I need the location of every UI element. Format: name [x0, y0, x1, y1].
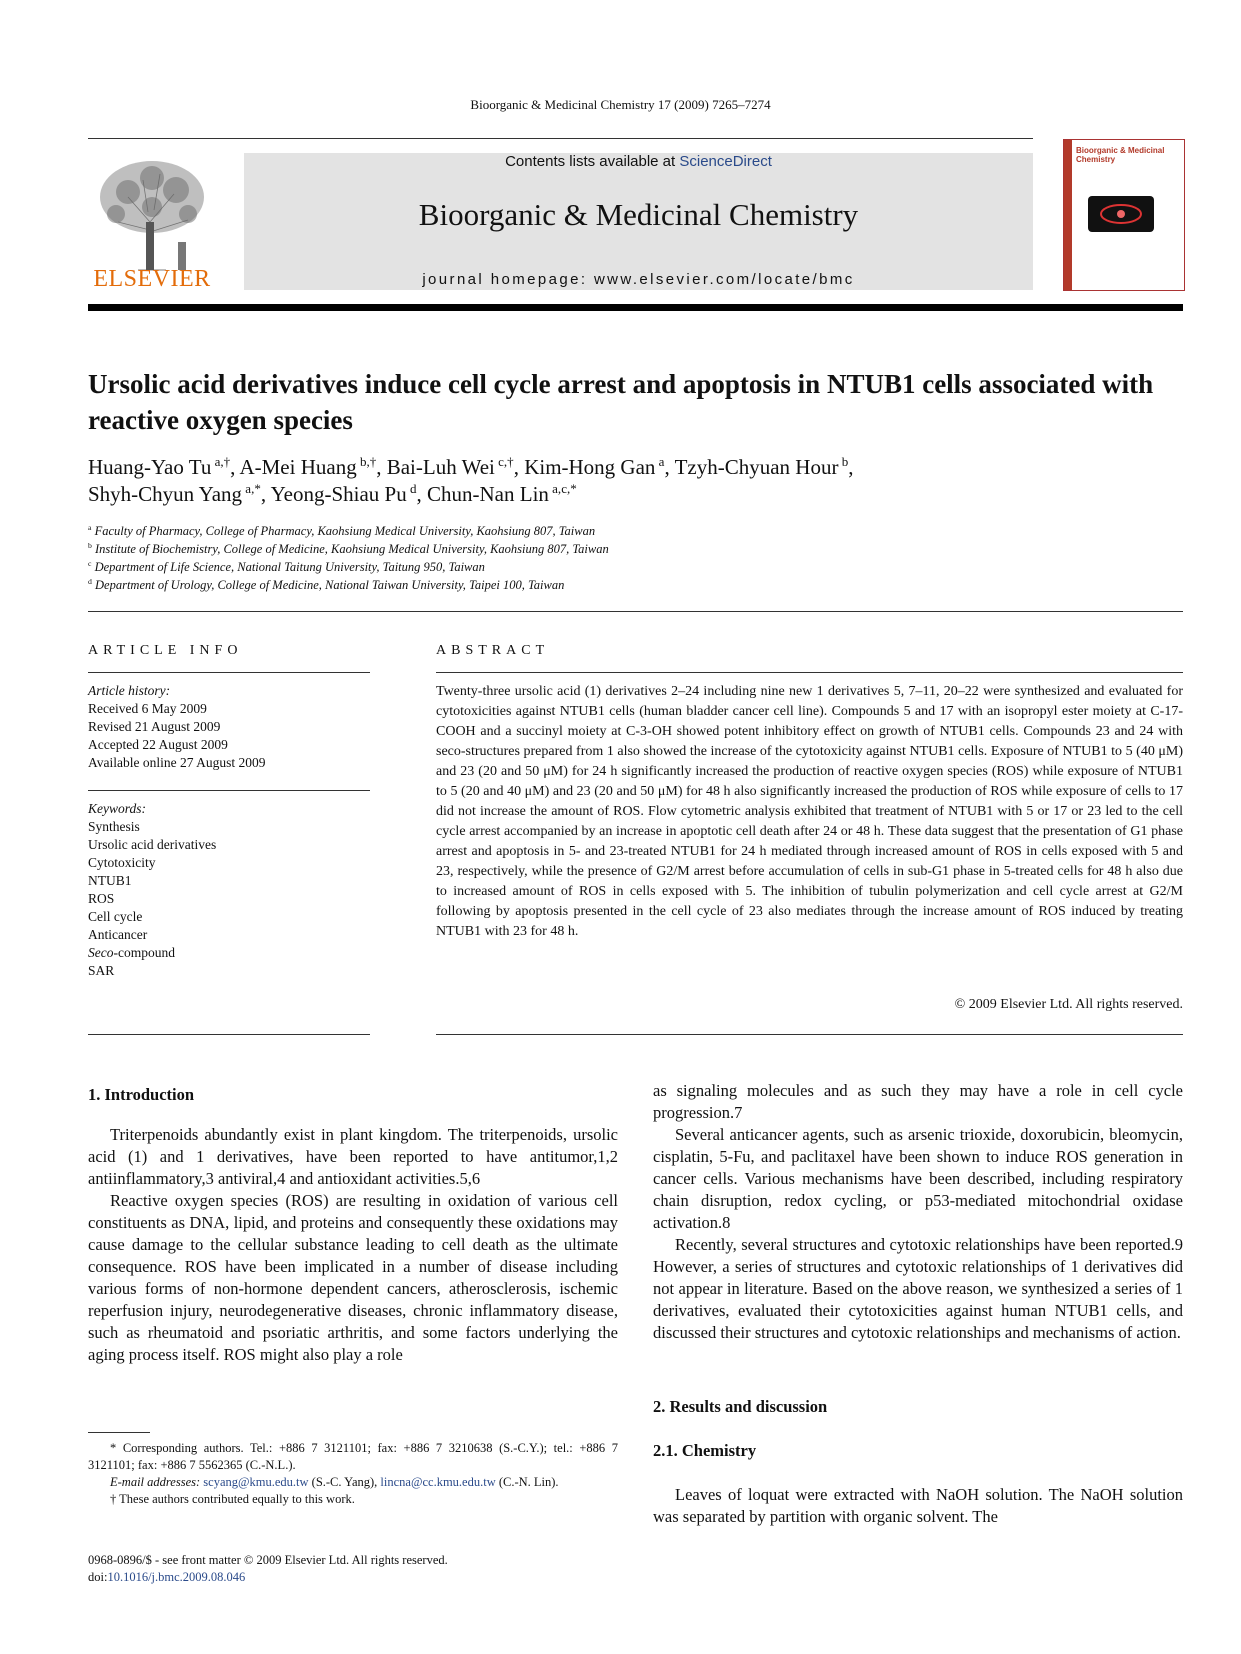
abstract-bottom-rule [436, 1034, 1183, 1035]
affiliation-item [88, 558, 1183, 576]
cover-spine [1064, 140, 1072, 290]
keyword-item: Anticancer [88, 927, 148, 942]
author-line-2: Shyh-Chyun Yang $^{a,*}$, Yeong-Shiau Pu $^d$, Chun-Nan Lin $^{a,c,*}$ [88, 481, 577, 506]
doi-prefix: doi: [88, 1570, 108, 1584]
affiliation-text: Institute of Biochemistry, College of Medicine, Kaohsiung Medical University, Kaohsiung 807, Taiwan [91, 542, 609, 556]
chemistry-text [653, 1484, 1183, 1528]
author-affiliation-marker: d [406, 481, 417, 496]
affiliation-text: Faculty of Pharmacy, College of Pharmacy, Kaohsiung Medical University, Kaohsiung 807, Taiwan [91, 524, 596, 538]
front-matter-line: 0968-0896/$ - see front matter © 2009 Elsevier Ltd. All rights reserved. [88, 1553, 448, 1567]
keyword-item: Cell cycle [88, 909, 143, 924]
author-affiliation-marker: a,† [211, 454, 231, 469]
author-name: Kim-Hong Gan [524, 455, 656, 479]
email-owner-1: (S.-C. Yang), [308, 1475, 381, 1489]
article-info-rule [88, 672, 370, 673]
abstract-heading: ABSTRACT [436, 643, 550, 658]
elsevier-wordmark: ELSEVIER [93, 266, 211, 292]
affiliation-key: c [88, 558, 92, 568]
keyword-item: SAR [88, 963, 115, 978]
col2-paragraph-0: as signaling molecules and as such they may have a role in cell cycle progression.7 [653, 1081, 1183, 1122]
corresponding-footnote: * Corresponding authors. Tel.: +886 7 3121101; fax: +886 7 3210638 (S.-C.Y.); tel.: +886 7 3121101; fax: +886 7 5562365 (C.-N.L.). [88, 1441, 618, 1472]
author-name: Tzyh-Chyuan Hour [674, 455, 839, 479]
history-item: Received 6 May 2009 [88, 701, 207, 716]
article-title: Ursolic acid derivatives induce cell cycle arrest and apoptosis in NTUB1 cells associated with reactive oxygen species [88, 369, 1154, 435]
author-affiliation-marker: b [838, 454, 849, 469]
intro-paragraph-2: Reactive oxygen species (ROS) are resulting in oxidation of various cell constituents as DNA, lipid, and proteins and consequently these oxidations may cause damage to the cellular substance leading to cell death as the ultimate consequence. ROS have been implicated in a number of disease including various forms of non-hormone dependent cancers, atherosclerosis, ischemic reperfusion injury, neurodegenerative diseases, chronic inflammatory disease, such as rheumatoid and psoriatic arthritis, and some factors underlying the aging process itself. ROS might also play a role [88, 1191, 618, 1364]
keyword-item: Synthesis [88, 819, 140, 834]
equal-contribution-footnote: † These authors contributed equally to this work. [110, 1492, 355, 1506]
masthead-bottom-bar [88, 304, 1183, 311]
intro-text [88, 1124, 618, 1366]
molecule-icon [1088, 196, 1154, 232]
contents-line [244, 153, 1033, 170]
affiliation-item [88, 540, 1183, 558]
journal-homepage[interactable]: journal homepage: www.elsevier.com/locate/bmc [422, 271, 855, 288]
affiliation-text: Department of Urology, College of Medicine, National Taiwan University, Taipei 100, Taiwan [91, 578, 565, 592]
keyword-item: NTUB1 [88, 873, 132, 888]
history-list [88, 700, 370, 772]
author-name: A-Mei Huang [239, 455, 357, 479]
affiliation-key: b [88, 540, 92, 550]
col2-paragraph-1: Several anticancer agents, such as arsenic trioxide, doxorubicin, bleomycin, cisplatin, 5-Fu, and paclitaxel have been shown to induce ROS generation in cancer cells. Various mechanisms have been described, including respiratory chain disruption, redox cycling, or p53-mediated mitochondrial oxidase activation.8 [653, 1125, 1183, 1232]
author-affiliation-marker: c,† [494, 454, 514, 469]
keywords-rule [88, 790, 370, 791]
author-name: Shyh-Chyun Yang [88, 482, 243, 506]
article-info [88, 682, 370, 772]
author-affiliation-marker: a,c,* [548, 481, 577, 496]
front-matter [88, 1552, 618, 1586]
chemistry-paragraph: Leaves of loquat were extracted with NaOH solution. The NaOH solution was separated by partition with organic solvent. The [653, 1485, 1183, 1526]
author-list [88, 454, 1183, 508]
column-2-text [653, 1080, 1183, 1344]
history-item: Accepted 22 August 2009 [88, 737, 228, 752]
cover-image [1088, 196, 1154, 232]
col2-paragraph-2: Recently, several structures and cytotoxic relationships have been reported.9 However, a series of structures and cytotoxic relationships of 1 derivatives did not appear in literature. Based on the above reason, we synthesized a series of 1 derivatives, evaluated their cytotoxicities against human NTUB1 cells, and discussed their structures and cytotoxic relationships and mechanisms of action. [653, 1235, 1183, 1342]
cover-title: Bioorganic & Medicinal Chemistry [1076, 146, 1165, 164]
keywords-list [88, 818, 370, 980]
keyword-item: ROS [88, 891, 115, 906]
keyword-item: Seco-compound [88, 945, 175, 960]
footnote-rule [88, 1432, 150, 1433]
author-affiliation-marker: a,* [242, 481, 261, 496]
affiliation-rule [88, 611, 1183, 612]
affiliation-text: Department of Life Science, National Taitung University, Taitung 950, Taiwan [91, 560, 485, 574]
running-header: Bioorganic & Medicinal Chemistry 17 (2009) 7265–7274 [470, 97, 771, 112]
author-name: Yeong-Shiau Pu [270, 482, 407, 506]
keyword-item: Cytotoxicity [88, 855, 156, 870]
keywords-label: Keywords: [88, 801, 146, 816]
affiliation-key: a [88, 522, 92, 532]
article-info-heading: ARTICLE INFO [88, 643, 243, 658]
abstract-copyright: © 2009 Elsevier Ltd. All rights reserved. [954, 997, 1183, 1012]
abstract-text: Twenty-three ursolic acid (1) derivatives 2–24 including nine new 1 derivatives 5, 7–11, 20–22 were synthesized and evaluated for cytotoxicities against NTUB1 cells (human bladder cancer cell line). Compounds 5 and 17 with an isopropyl ester moiety at C-17-COOH and a succinyl moiety at C-3-OH showed potent inhibitory effect on growth of NTUB1 cells. Compounds 23 and 24 with seco-structures prepared from 1 also showed the increase of the cytotoxicity against NTUB1 cells. Exposure of NTUB1 to 5 (40 μM) and 23 (20 and 50 μM) for 24 h significantly increased the production of reactive oxygen species (ROS) while exposure of NTUB1 to 5 (20 and 40 μM) and 23 (20 and 50 μM) for 48 h also significantly increased the production of ROS while exposure of cells to 17 did not increase the amount of ROS. Flow cytometric analysis exhibited that treatment of NTUB1 with 5 or 17 or 23 led to the cell cycle arrest accompanied by an increase in apoptotic cell death after 24 or 48 h. These data suggest that the presentation of G1 phase arrest and apoptosis in 5- and 23-treated NTUB1 for 24 h mediated through increased amount of ROS in cells exposed with 5 and 23, respectively, while the presence of G2/M arrest before accumulation of cells in sub-G1 phase in 5-treated cells for 48 h also due to increased amount of ROS in cells exposed with 5. The inhibition of tubulin polymerization and cell cycle arrest at G2/M following by apoptosis presented in the cell cycle of 23 also mediates through the increase amount of ROS induced by treating NTUB1 with 23 for 48 h. [436, 684, 1183, 939]
header-rule [88, 138, 1033, 139]
keyword-item: Ursolic acid derivatives [88, 837, 217, 852]
email-owner-2: (C.-N. Lin). [495, 1475, 559, 1489]
author-line-1: Huang-Yao Tu $^{a,\dagger}$, A-Mei Huang $^{b,\dagger}$, Bai-Luh Wei $^{c,\dagger}$, Kim-Hong Gan $^a$, Tzyh-Chyuan Hour $^b$, [88, 454, 854, 479]
doi-line [88, 1569, 618, 1586]
history-item: Revised 21 August 2009 [88, 719, 221, 734]
abstract-rule [436, 672, 1183, 673]
author-affiliation-marker: a [655, 454, 665, 469]
affiliations [88, 522, 1183, 594]
email-link-2[interactable]: lincna@cc.kmu.edu.tw [380, 1475, 496, 1489]
author-name: Huang-Yao Tu [88, 455, 212, 479]
chemistry-heading: 2.1. Chemistry [653, 1441, 757, 1460]
email-link-1[interactable]: scyang@kmu.edu.tw [203, 1475, 309, 1489]
email-footnote [88, 1474, 618, 1491]
journal-cover [1063, 139, 1185, 291]
keywords-block [88, 800, 370, 980]
footnotes [88, 1440, 618, 1508]
sciencedirect-link[interactable]: ScienceDirect [679, 153, 772, 170]
results-heading: 2. Results and discussion [653, 1397, 828, 1416]
contents-prefix: Contents lists available at [505, 153, 680, 170]
history-item: Available online 27 August 2009 [88, 755, 266, 770]
affiliation-item [88, 522, 1183, 540]
author-name: Chun-Nan Lin [427, 482, 549, 506]
affiliation-key: d [88, 576, 92, 586]
info-bottom-rule [88, 1034, 370, 1035]
journal-title: Bioorganic & Medicinal Chemistry [418, 197, 859, 232]
affiliation-item [88, 576, 1183, 594]
author-affiliation-marker: b,† [356, 454, 377, 469]
doi-link[interactable]: 10.1016/j.bmc.2009.08.046 [107, 1570, 246, 1584]
intro-heading: 1. Introduction [88, 1085, 195, 1104]
intro-paragraph-1: Triterpenoids abundantly exist in plant kingdom. The triterpenoids, ursolic acid (1) and 1 derivatives, have been reported to have antitumor,1,2 antiinflammatory,3 antiviral,4 and antioxidant activities.5,6 [88, 1125, 618, 1188]
history-label: Article history: [88, 683, 171, 698]
email-label: E-mail addresses: [110, 1475, 204, 1489]
author-name: Bai-Luh Wei [386, 455, 495, 479]
